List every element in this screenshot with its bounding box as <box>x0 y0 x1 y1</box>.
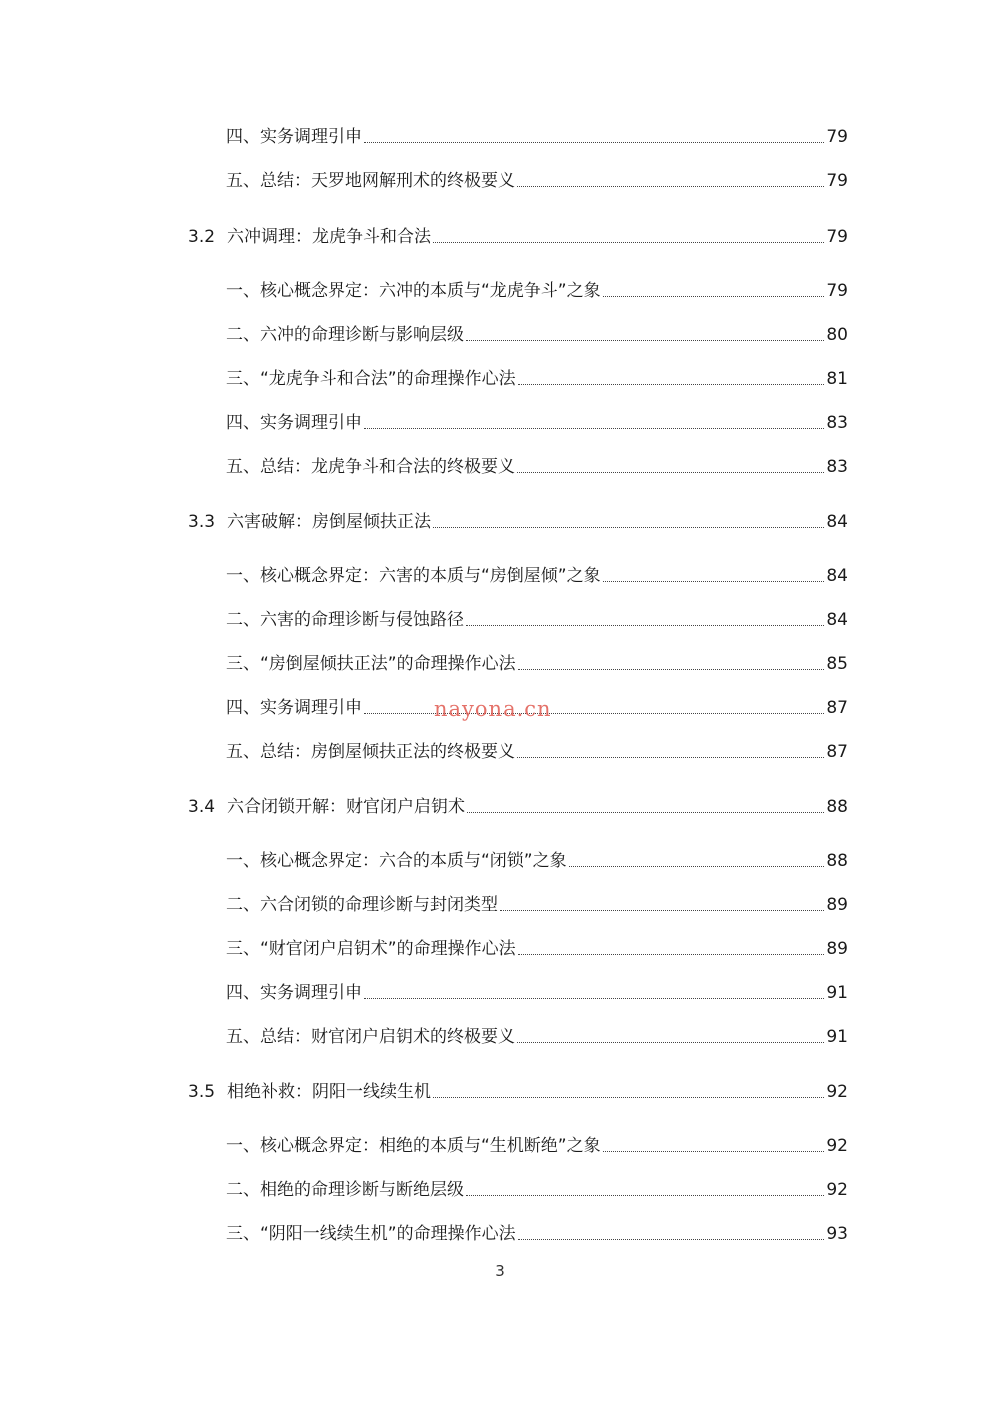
toc-entry[interactable] <box>226 320 848 346</box>
dot-leader <box>467 811 824 813</box>
toc-entry-page: 87 <box>826 742 848 762</box>
dot-leader <box>517 756 824 758</box>
toc-entry[interactable] <box>226 408 848 434</box>
toc-entry-title: 二、六害的命理诊断与侵蚀路径 <box>226 610 464 630</box>
toc-entry-title: 一、核心概念界定：六害的本质与“房倒屋倾”之象 <box>226 566 601 586</box>
toc-entry-page: 84 <box>826 512 848 532</box>
dot-leader <box>518 1238 825 1240</box>
toc-section-entry[interactable] <box>188 792 848 818</box>
toc-entry-page: 79 <box>826 281 848 301</box>
toc-entry-page: 92 <box>826 1180 848 1200</box>
toc-section-number: 3.5 <box>188 1082 216 1102</box>
toc-entry[interactable] <box>226 978 848 1004</box>
dot-leader <box>433 241 824 243</box>
toc-entry-title: 一、核心概念界定：六冲的本质与“龙虎争斗”之象 <box>226 281 601 301</box>
dot-leader <box>364 997 824 999</box>
toc-section-entry[interactable] <box>188 507 848 533</box>
toc-entry-page: 83 <box>826 413 848 433</box>
toc-entry-page: 91 <box>826 983 848 1003</box>
toc-entry-title: 二、六合闭锁的命理诊断与封闭类型 <box>226 895 498 915</box>
toc-section-number: 3.3 <box>188 512 216 532</box>
toc-entry[interactable] <box>226 452 848 478</box>
dot-leader <box>518 668 825 670</box>
toc-entry-page: 87 <box>826 698 848 718</box>
dot-leader <box>517 185 824 187</box>
toc-entry-page: 84 <box>826 610 848 630</box>
toc-entry-title: 四、实务调理引申 <box>226 413 362 433</box>
dot-leader <box>517 471 824 473</box>
toc-entry[interactable] <box>226 605 848 631</box>
toc-entry[interactable] <box>226 364 848 390</box>
toc-section-entry[interactable] <box>188 222 848 248</box>
toc-entry-title: 五、总结：天罗地网解刑术的终极要义 <box>226 171 515 191</box>
toc-entry[interactable] <box>226 846 848 872</box>
dot-leader <box>466 339 824 341</box>
toc-entry-page: 91 <box>826 1027 848 1047</box>
toc-entry-page: 92 <box>826 1136 848 1156</box>
toc-entry-title: 四、实务调理引申 <box>226 983 362 1003</box>
watermark: nayona.cn <box>434 697 552 721</box>
page-number: 3 <box>495 1262 505 1280</box>
toc-entry-page: 83 <box>826 457 848 477</box>
toc-entry[interactable] <box>226 934 848 960</box>
toc-section-number: 3.2 <box>188 227 216 247</box>
toc-entry[interactable] <box>226 649 848 675</box>
toc-entry-page: 89 <box>826 939 848 959</box>
toc-entry-title: 三、“财官闭户启钥术”的命理操作心法 <box>226 939 516 959</box>
toc-entry[interactable] <box>226 890 848 916</box>
dot-leader <box>518 383 825 385</box>
toc-entry-title: 五、总结：房倒屋倾扶正法的终极要义 <box>226 742 515 762</box>
dot-leader <box>466 624 824 626</box>
toc-entry-title: 三、“龙虎争斗和合法”的命理操作心法 <box>226 369 516 389</box>
toc-entry-page: 92 <box>826 1082 848 1102</box>
toc-entry-page: 79 <box>826 227 848 247</box>
toc-entry[interactable] <box>226 122 848 148</box>
dot-leader <box>466 1194 824 1196</box>
toc-entry-title: 六害破解：房倒屋倾扶正法 <box>227 512 432 532</box>
toc-entry-page: 84 <box>826 566 848 586</box>
toc-entry-title: 三、“阴阳一线续生机”的命理操作心法 <box>226 1224 516 1244</box>
toc-entry[interactable] <box>226 1022 848 1048</box>
toc-section-entry[interactable] <box>188 1077 848 1103</box>
toc-entry-title: 四、实务调理引申 <box>226 127 362 147</box>
toc-entry-title: 相绝补救：阴阳一线续生机 <box>227 1082 432 1102</box>
toc-entry-page: 85 <box>826 654 848 674</box>
toc-entry[interactable] <box>226 737 848 763</box>
toc-entry-page: 80 <box>826 325 848 345</box>
toc-entry-title: 一、核心概念界定：相绝的本质与“生机断绝”之象 <box>226 1136 601 1156</box>
toc-entry-page: 88 <box>826 797 848 817</box>
toc-entry-title: 三、“房倒屋倾扶正法”的命理操作心法 <box>226 654 516 674</box>
toc-entry[interactable] <box>226 1175 848 1201</box>
dot-leader <box>500 909 824 911</box>
toc-entry-title: 二、相绝的命理诊断与断绝层级 <box>226 1180 464 1200</box>
toc-entry-title: 五、总结：财官闭户启钥术的终极要义 <box>226 1027 515 1047</box>
toc-entry[interactable] <box>226 276 848 302</box>
toc-entry-title: 六合闭锁开解：财官闭户启钥术 <box>227 797 466 817</box>
dot-leader <box>569 865 825 867</box>
toc-entry-title: 一、核心概念界定：六合的本质与“闭锁”之象 <box>226 851 567 871</box>
toc-entry[interactable] <box>226 561 848 587</box>
toc-entry[interactable] <box>226 1131 848 1157</box>
toc-entry-page: 81 <box>826 369 848 389</box>
dot-leader <box>517 1041 824 1043</box>
toc-entry-page: 79 <box>826 171 848 191</box>
dot-leader <box>433 526 824 528</box>
toc-entry-page: 88 <box>826 851 848 871</box>
dot-leader <box>364 141 824 143</box>
toc-entry-page: 79 <box>826 127 848 147</box>
toc-entry-title: 四、实务调理引申 <box>226 698 362 718</box>
toc-section-number: 3.4 <box>188 797 216 817</box>
toc-entry-title: 五、总结：龙虎争斗和合法的终极要义 <box>226 457 515 477</box>
dot-leader <box>433 1096 824 1098</box>
toc-entry-page: 89 <box>826 895 848 915</box>
toc-entry[interactable] <box>226 166 848 192</box>
dot-leader <box>603 295 825 297</box>
toc-entry-title: 二、六冲的命理诊断与影响层级 <box>226 325 464 345</box>
toc-entry[interactable] <box>226 1219 848 1245</box>
dot-leader <box>603 1150 825 1152</box>
dot-leader <box>603 580 825 582</box>
toc-entry-title: 六冲调理：龙虎争斗和合法 <box>227 227 432 247</box>
dot-leader <box>518 953 825 955</box>
toc-entry-page: 93 <box>826 1224 848 1244</box>
dot-leader <box>364 427 824 429</box>
